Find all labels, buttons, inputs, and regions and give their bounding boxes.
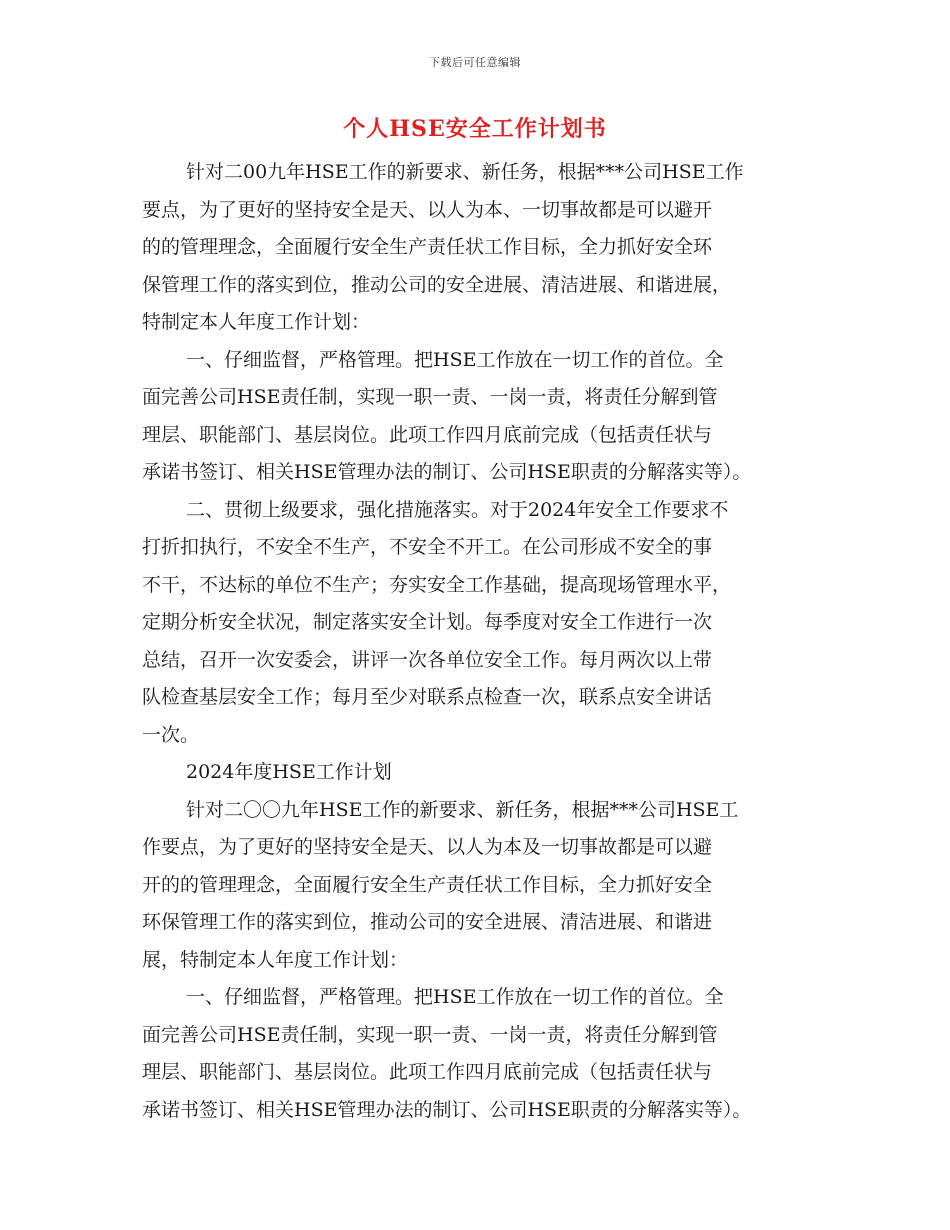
paragraph-line: 面完善公司HSE责任制，实现一职一责、一岗一责，将责任分解到管 [142,386,718,408]
paragraph-line: 一、仔细监督，严格管理。把HSE工作放在一切工作的首位。全 [186,348,724,371]
paragraph-line: 一次。 [142,723,200,746]
paragraph-line: 一、仔细监督，严格管理。把HSE工作放在一切工作的首位。全 [186,986,724,1008]
paragraph-line: 承诺书签订、相关HSE管理办法的制订、公司HSE职责的分解落实等）。 [142,461,752,483]
paragraph-line: 二、贯彻上级要求，强化措施落实。对于2024年安全工作要求不 [186,498,729,521]
paragraph-line: 要点，为了更好的坚持安全是天、以人为本、一切事故都是可以避开 [142,198,713,221]
paragraph-line: 承诺书签订、相关HSE管理办法的制订、公司HSE职责的分解落实等）。 [142,1098,752,1121]
paragraph-line: 开的的管理理念，全面履行安全生产责任状工作目标，全力抓好安全 [142,873,713,896]
header-note: 下载后可任意编辑 [429,56,521,69]
paragraph-line: 环保管理工作的落实到位，推动公司的安全进展、清洁进展、和谐进 [142,911,713,933]
paragraph-line: 不干，不达标的单位不生产；夯实安全工作基础，提高现场管理水平， [142,573,732,596]
paragraph-line: 针对二〇〇九年HSE工作的新要求、新任务，根据***公司HSE工 [186,798,739,821]
paragraph-line: 总结，召开一次安委会，讲评一次各单位安全工作。每月两次以上带 [142,648,713,671]
paragraph-line: 展，特制定本人年度工作计划： [142,948,409,971]
paragraph-line: 理层、职能部门、基层岗位。此项工作四月底前完成（包括责任状与 [142,1061,713,1083]
section-heading: 2024年度HSE工作计划 [186,761,392,783]
paragraph-line: 面完善公司HSE责任制，实现一职一责、一岗一责，将责任分解到管 [142,1023,718,1046]
paragraph-line: 打折扣执行，不安全不生产，不安全不开工。在公司形成不安全的事 [142,536,713,558]
paragraph-line: 的的管理理念，全面履行安全生产责任状工作目标，全力抓好安全环 [142,236,713,258]
paragraph-line: 作要点，为了更好的坚持安全是天、以人为本及一切事故都是可以避 [142,836,713,858]
document-body [142,154,822,1129]
paragraph-line: 特制定本人年度工作计划： [142,311,371,333]
paragraph-line: 理层、职能部门、基层岗位。此项工作四月底前完成（包括责任状与 [142,423,713,446]
document-title: 个人HSE安全工作计划书 [343,116,607,142]
paragraph-line: 定期分析安全状况，制定落实安全计划。每季度对安全工作进行一次 [142,611,713,633]
paragraph-line: 针对二00九年HSE工作的新要求、新任务，根据***公司HSE工作 [186,161,744,183]
paragraph-line: 队检查基层安全工作；每月至少对联系点检查一次，联系点安全讲话 [142,686,713,708]
paragraph-line: 保管理工作的落实到位，推动公司的安全进展、清洁进展、和谐进展， [142,273,732,296]
